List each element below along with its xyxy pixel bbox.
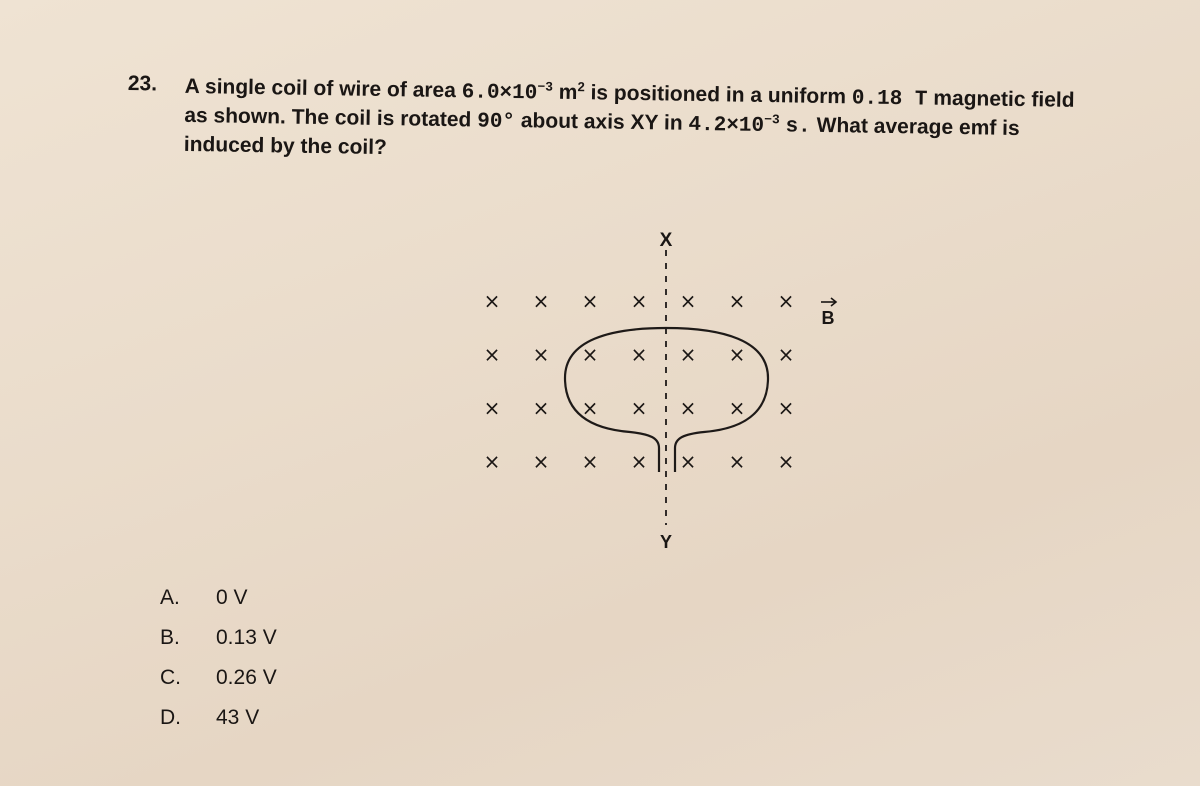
- answer-text: 0.13 V: [216, 626, 277, 649]
- question-text: about axis XY in: [520, 109, 683, 135]
- field-cross-icon: ×: [532, 396, 550, 420]
- field-cross-icon: ×: [679, 449, 697, 474]
- question-text: What average emf is: [816, 113, 1020, 141]
- area-unit: [559, 81, 585, 104]
- field-strength-value: 0.18 T: [851, 87, 928, 112]
- field-cross-icon: ×: [483, 449, 501, 474]
- answer-text: 0 V: [216, 586, 248, 609]
- area-exponent: −3: [537, 79, 554, 95]
- time-mantissa: 4.2×10: [688, 113, 765, 138]
- time-value: [688, 111, 780, 138]
- time-unit: s.: [785, 115, 811, 139]
- field-cross-icon: ×: [532, 342, 550, 367]
- area-unit-exponent: 2: [577, 79, 585, 95]
- question-text: induced by the coil?: [183, 132, 388, 160]
- question-number: 23.: [127, 72, 158, 96]
- field-cross-icon: ×: [630, 289, 648, 313]
- field-cross-icon: ×: [483, 342, 501, 367]
- field-cross-grid: [484, 289, 795, 474]
- question-text: as shown. The coil is rotated: [184, 103, 472, 132]
- axis-label-y: Y: [659, 532, 673, 552]
- field-cross-icon: ×: [630, 449, 648, 474]
- area-unit-base: m: [558, 80, 578, 105]
- field-cross-icon: ×: [532, 449, 550, 474]
- answer-letter: C.: [160, 666, 181, 689]
- area-mantissa: 6.0×10: [461, 81, 538, 106]
- field-label-text: B: [821, 308, 835, 328]
- field-cross-icon: ×: [532, 289, 550, 313]
- field-cross-icon: ×: [679, 396, 697, 420]
- field-cross-icon: ×: [581, 396, 599, 420]
- answer-choice-c[interactable]: [160, 658, 277, 698]
- field-cross-icon: ×: [728, 396, 746, 420]
- field-cross-icon: ×: [679, 342, 697, 367]
- field-cross-icon: ×: [581, 342, 599, 367]
- field-cross-icon: ×: [728, 449, 746, 474]
- field-cross-icon: ×: [483, 396, 501, 420]
- question-line-3: [184, 133, 387, 160]
- field-cross-icon: ×: [483, 289, 501, 313]
- field-cross-icon: ×: [777, 396, 795, 420]
- axis-label-x: X: [659, 230, 673, 251]
- rotation-angle-value: 90°: [476, 110, 516, 135]
- question-text: A single coil of wire of area: [184, 74, 457, 103]
- field-cross-icon: ×: [777, 449, 795, 474]
- field-cross-icon: ×: [728, 289, 746, 313]
- answer-letter: D.: [160, 706, 181, 729]
- area-value: [462, 81, 554, 105]
- field-cross-icon: ×: [679, 289, 697, 313]
- answer-text: 43 V: [216, 706, 260, 729]
- field-cross-icon: ×: [777, 289, 795, 313]
- coil-diagram: [470, 220, 870, 560]
- field-cross-icon: ×: [630, 342, 648, 367]
- question-text: magnetic field: [933, 86, 1075, 112]
- field-cross-icon: ×: [630, 396, 648, 420]
- field-cross-icon: ×: [777, 342, 795, 367]
- answer-choice-a[interactable]: [160, 578, 277, 618]
- field-cross-icon: ×: [581, 289, 599, 313]
- time-exponent: −3: [764, 111, 780, 128]
- answer-text: 0.26 V: [216, 666, 277, 689]
- answer-choice-d[interactable]: [160, 698, 277, 738]
- field-label-b: [821, 298, 836, 328]
- answer-letter: B.: [160, 626, 180, 649]
- question-text: is positioned in a uniform: [590, 81, 847, 109]
- field-cross-icon: ×: [581, 449, 599, 474]
- field-cross-icon: ×: [728, 342, 746, 367]
- answer-choices: [160, 578, 277, 738]
- answer-choice-b[interactable]: [160, 618, 277, 658]
- answer-letter: A.: [160, 586, 180, 609]
